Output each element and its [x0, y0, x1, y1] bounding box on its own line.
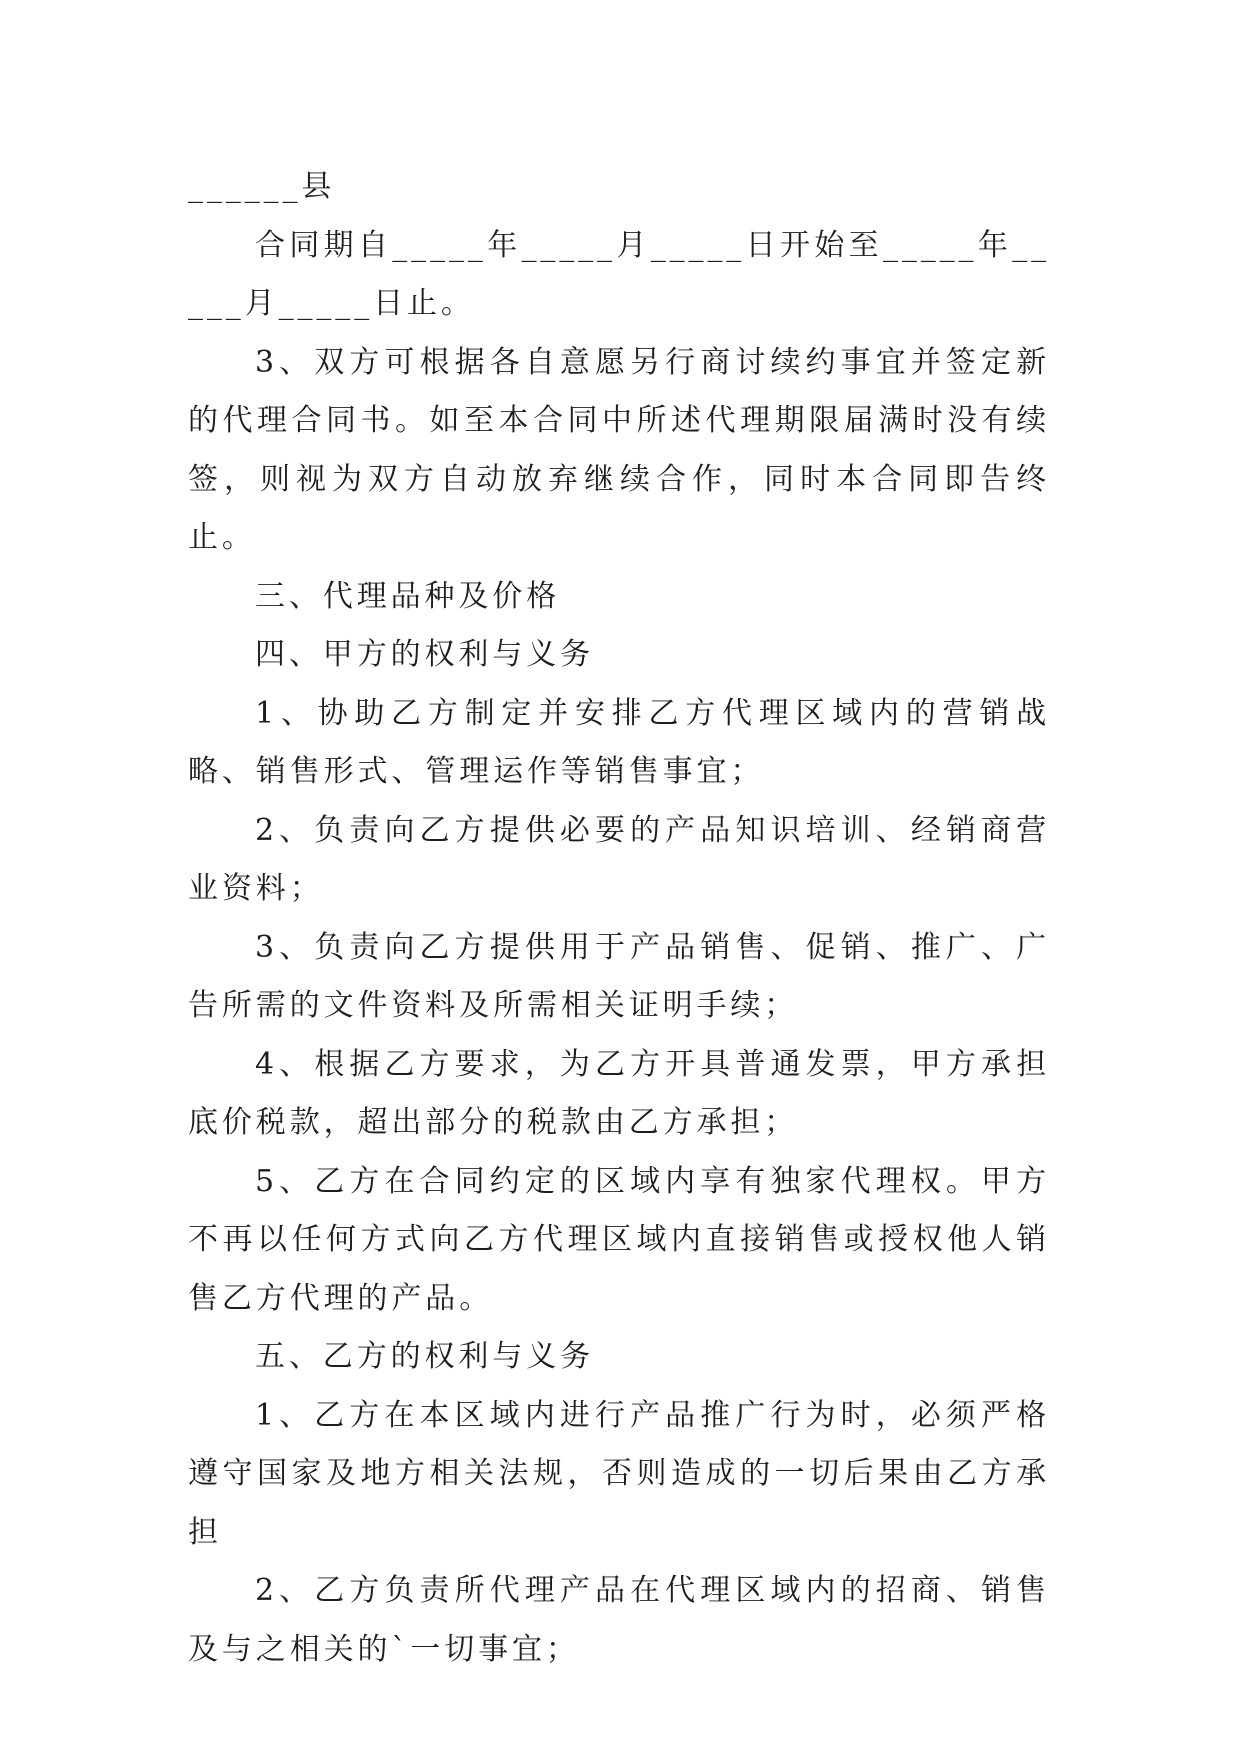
contract-period-paragraph: 合同期自_____年_____月_____日开始至_____年_____月_____日止。 — [188, 227, 1050, 321]
clause-5-1-paragraph: 1、乙方在本区域内进行产品推广行为时，必须严格遵守国家及地方相关法规，否则造成的一切后果由乙方承担 — [188, 1397, 1050, 1550]
clause-4-4-paragraph: 4、根据乙方要求，为乙方开具普通发票，甲方承担底价税款，超出部分的税款由乙方承担； — [188, 1046, 1050, 1140]
county-line: ______县 — [188, 169, 336, 204]
clause-4-2-paragraph: 2、负责向乙方提供必要的产品知识培训、经销商营业资料； — [188, 812, 1050, 906]
clause-4-5-paragraph: 5、乙方在合同约定的区域内享有独家代理权。甲方不再以任何方式向乙方代理区域内直接销售或授权他人销售乙方代理的产品。 — [188, 1163, 1050, 1316]
clause-5-2-paragraph: 2、乙方负责所代理产品在代理区域内的招商、销售及与之相关的`一切事宜； — [188, 1573, 1050, 1667]
document-body — [188, 158, 1050, 1679]
section-3-heading: 三、代理品种及价格 — [255, 578, 561, 614]
section-4-heading: 四、甲方的权利与义务 — [255, 637, 594, 672]
section-5-heading: 五、乙方的权利与义务 — [255, 1339, 594, 1374]
clause-4-3-paragraph: 3、负责向乙方提供用于产品销售、促销、推广、广告所需的文件资料及所需相关证明手续； — [188, 929, 1050, 1023]
clause-4-1-paragraph: 1、协助乙方制定并安排乙方代理区域内的营销战略、销售形式、管理运作等销售事宜； — [188, 695, 1050, 789]
clause-2-3-paragraph: 3、双方可根据各自意愿另行商讨续约事宜并签定新的代理合同书。如至本合同中所述代理期限届满时没有续签，则视为双方自动放弃继续合作，同时本合同即告终止。 — [188, 344, 1050, 555]
